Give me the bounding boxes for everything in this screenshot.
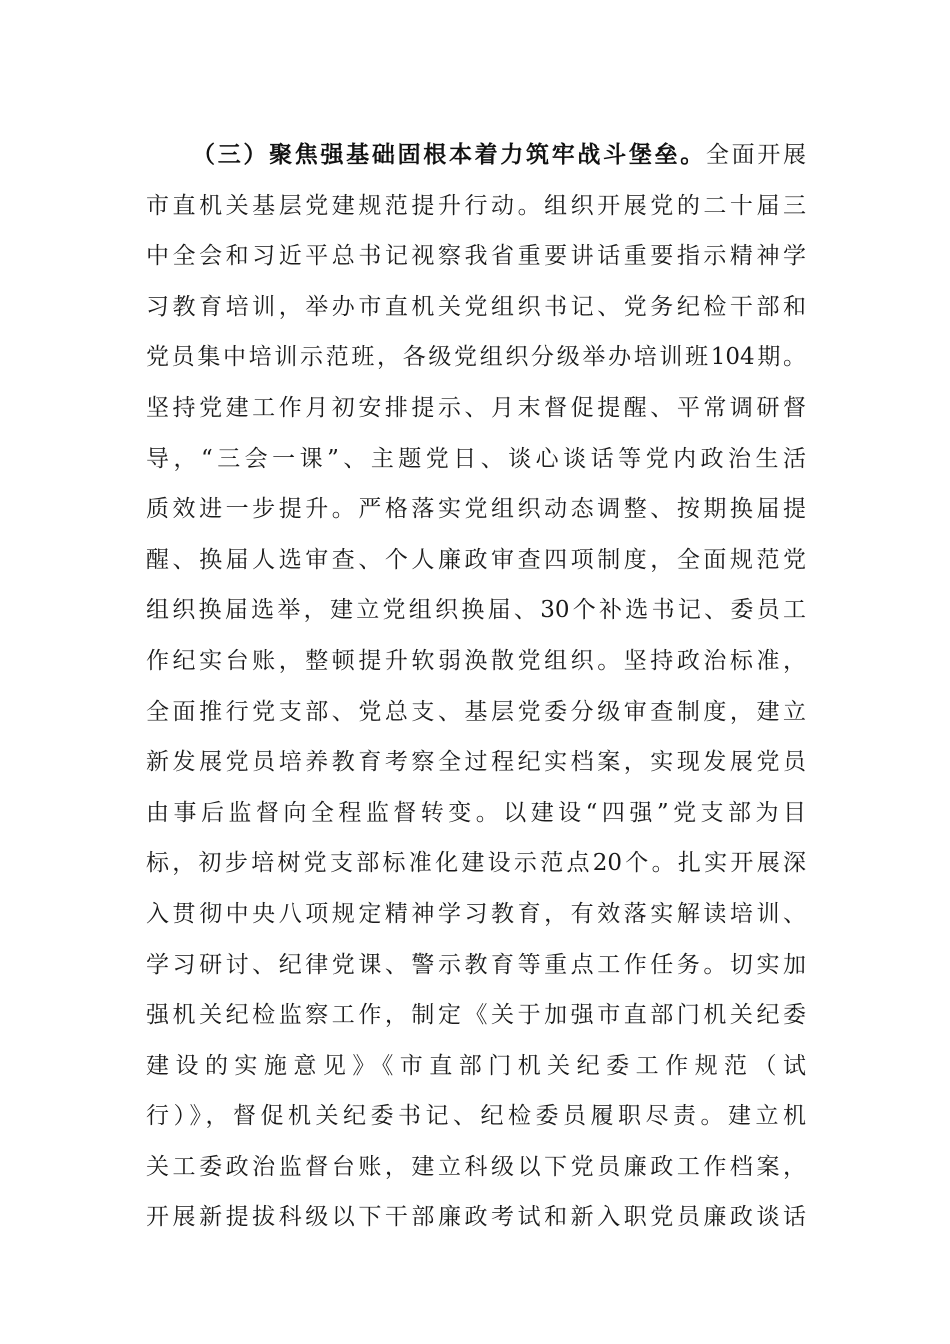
text-line: 组织换届选举，建立党组织换届、30个补选书记、委员工 bbox=[146, 597, 806, 624]
text-line: 习教育培训，举办市直机关党组织书记、党务纪检干部和 bbox=[146, 293, 806, 320]
text-line: 学习研讨、纪律党课、警示教育等重点工作任务。切实加 bbox=[146, 951, 806, 978]
text-line: 由事后监督向全程监督转变。以建设“四强”党支部为目 bbox=[146, 799, 806, 826]
text-line: 开展新提拔科级以下干部廉政考试和新入职党员廉政谈话 bbox=[146, 1204, 806, 1231]
section-heading: （三）聚焦强基础固根本着力筑牢战斗堡垒。 bbox=[192, 141, 706, 168]
text-line: 党员集中培训示范班，各级党组织分级举办培训班104期。 bbox=[146, 344, 806, 371]
text-line: 质效进一步提升。严格落实党组织动态调整、按期换届提 bbox=[146, 496, 806, 523]
text-line: 市直机关基层党建规范提升行动。组织开展党的二十届三 bbox=[146, 192, 806, 219]
text-line: 标，初步培树党支部标准化建设示范点20个。扎实开展深 bbox=[146, 850, 806, 877]
text-line: 入贯彻中央八项规定精神学习教育，有效落实解读培训、 bbox=[146, 900, 806, 927]
text-line: 导，“三会一课”、主题党日、谈心谈话等党内政治生活 bbox=[146, 445, 806, 472]
text-line: 作纪实台账，整顿提升软弱涣散党组织。坚持政治标准， bbox=[146, 647, 806, 674]
text-line: 强机关纪检监察工作，制定《关于加强市直部门机关纪委 bbox=[146, 1002, 806, 1029]
first-line-text: 全面开展 bbox=[705, 142, 806, 168]
text-line: 新发展党员培养教育考察全过程纪实档案，实现发展党员 bbox=[146, 749, 806, 776]
paragraph-first-line bbox=[146, 130, 806, 181]
text-line: 坚持党建工作月初安排提示、月末督促提醒、平常调研督 bbox=[146, 394, 806, 421]
text-line: 关工委政治监督台账，建立科级以下党员廉政工作档案， bbox=[146, 1153, 806, 1180]
text-line: 行）》，督促机关纪委书记、纪检委员履职尽责。建立机 bbox=[146, 1103, 806, 1130]
text-line: 建设的实施意见》《市直部门机关纪委工作规范（试 bbox=[146, 1052, 806, 1079]
body-paragraph bbox=[146, 130, 806, 1243]
text-line: 全面推行党支部、党总支、基层党委分级审查制度，建立 bbox=[146, 698, 806, 725]
text-line: 中全会和习近平总书记视察我省重要讲话重要指示精神学 bbox=[146, 243, 806, 270]
text-line: 醒、换届人选审查、个人廉政审查四项制度，全面规范党 bbox=[146, 546, 806, 573]
